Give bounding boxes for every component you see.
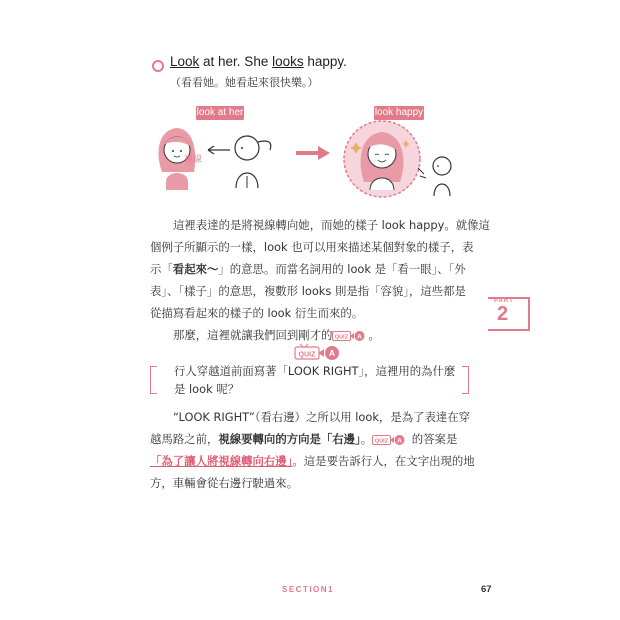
quiz-line2: 是 look 呢？ — [174, 382, 240, 396]
quiz-word-text: QUIZ — [335, 334, 349, 341]
footer-section-label: SECTION1 — [282, 585, 335, 594]
para1-line1: 這裡表達的是將視線轉向她，而她的樣子 look happy。就像這 — [173, 218, 490, 232]
quiz-badge-letter: A — [328, 348, 336, 359]
para2-line3: 「為了讓人將視線轉向右邊」。這是要告訴行人，在文字出現的地 — [150, 454, 475, 468]
tag-look-at-her: look at her — [196, 107, 244, 118]
answer-paragraph — [150, 406, 492, 494]
para1-line6: 那麼，這裡就讓我們回到剛才的 QUIZ A 。 — [173, 328, 380, 342]
quiz-a-inline-icon — [372, 434, 408, 446]
quiz-a-badge — [294, 343, 344, 361]
quiz-question — [174, 362, 464, 398]
right-arrow-icon — [296, 146, 330, 160]
look-happy-illustration — [338, 118, 468, 200]
para1-line3: 示「看起來〜」的意思。而當名詞用的 look 是「看一眼」、「外 — [150, 262, 466, 276]
para1-line4: 表」、「樣子」的意思，複數形 looks 則是指「容貌」，這些都是 — [150, 284, 466, 298]
quiz-line1: 行人穿越道前面寫著「LOOK RIGHT」，這裡用的為什麼 — [174, 364, 456, 378]
page-number: 67 — [481, 584, 492, 595]
quiz-word-text: QUIZ — [375, 438, 389, 445]
gaze-label: 視線 — [184, 155, 203, 165]
para1-line2: 個例子所顯示的一樣，look 也可以用來描述某個對象的樣子，表 — [150, 240, 474, 254]
bullet-circle-icon — [152, 60, 164, 72]
para2-line4: 方，車輛會從右邊行駛過來。 — [150, 476, 299, 490]
para1-line5: 從描寫看起來的樣子的 look 衍生而來的。 — [150, 306, 364, 320]
quiz-letter-text: A — [397, 436, 403, 444]
tag-look-happy: look happy — [374, 107, 424, 118]
para2-line1: “LOOK RIGHT”（看右邊）之所以用 look，是為了表達在穿 — [173, 410, 471, 424]
quiz-letter-text: A — [357, 332, 363, 340]
explanation-paragraph — [150, 214, 492, 346]
quiz-left-bracket — [150, 366, 157, 394]
example-translation: （看看她。她看起來很快樂。） — [170, 76, 319, 89]
example-sentence: Look at her. She looks happy. — [170, 54, 347, 69]
quiz-a-inline-icon — [332, 330, 368, 342]
quiz-badge-word: QUIZ — [298, 351, 316, 359]
part-number: 2 — [497, 303, 509, 325]
part-label: PART — [494, 298, 514, 304]
look-at-her-illustration — [150, 120, 300, 195]
para2-line2: 越馬路之前，視線要轉向的方向是「右邊」。 QUIZ A 的答案是 — [150, 432, 458, 446]
